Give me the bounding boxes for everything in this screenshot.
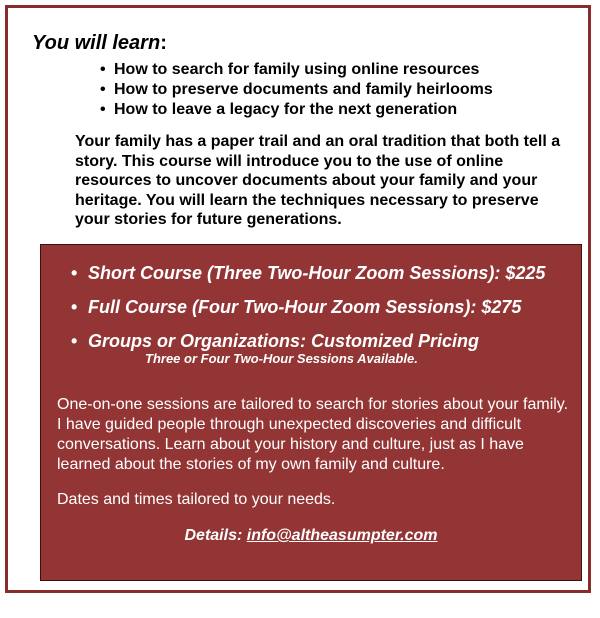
offer-item-short-course: • Short Course (Three Two-Hour Zoom Sessions): $225: [71, 263, 545, 284]
learn-item: • How to leave a legacy for the next generation: [100, 100, 493, 120]
learn-list: [100, 60, 493, 120]
dates-paragraph: Dates and times tailored to your needs.: [57, 491, 336, 508]
offer-item-groups: • Groups or Organizations: Customized Pricing: [71, 331, 545, 352]
email-link[interactable]: info@altheasumpter.com: [246, 527, 438, 544]
offer-list: [71, 263, 545, 365]
content-frame: [5, 5, 591, 593]
offer-item-full-course: • Full Course (Four Two-Hour Zoom Sessions): $275: [71, 297, 545, 318]
learn-heading: [32, 32, 167, 55]
learn-heading-colon: :: [160, 32, 167, 54]
details-line: [41, 527, 581, 545]
pricing-panel: [40, 244, 582, 581]
details-label: Details:: [184, 527, 247, 544]
intro-paragraph: Your family has a paper trail and an oral tradition that both tell a story. This course will introduce you to the use of online resources to uncover documents about your family and your heritage. You will learn the techniques necessary to preserve your stories for future generations.: [75, 133, 561, 228]
learn-heading-text: You will learn: [32, 32, 161, 54]
learn-item: • How to search for family using online resources: [100, 60, 493, 80]
offer-sub-note: Three or Four Two-Hour Sessions Available.: [145, 351, 418, 366]
sessions-paragraph: One-on-one sessions are tailored to search for stories about your family. I have guided people through unexpected discoveries and difficult conversations. Learn about your history and culture, just as I have learned about the stories of my own family and culture.: [57, 396, 569, 473]
learn-item: • How to preserve documents and family heirlooms: [100, 80, 493, 100]
